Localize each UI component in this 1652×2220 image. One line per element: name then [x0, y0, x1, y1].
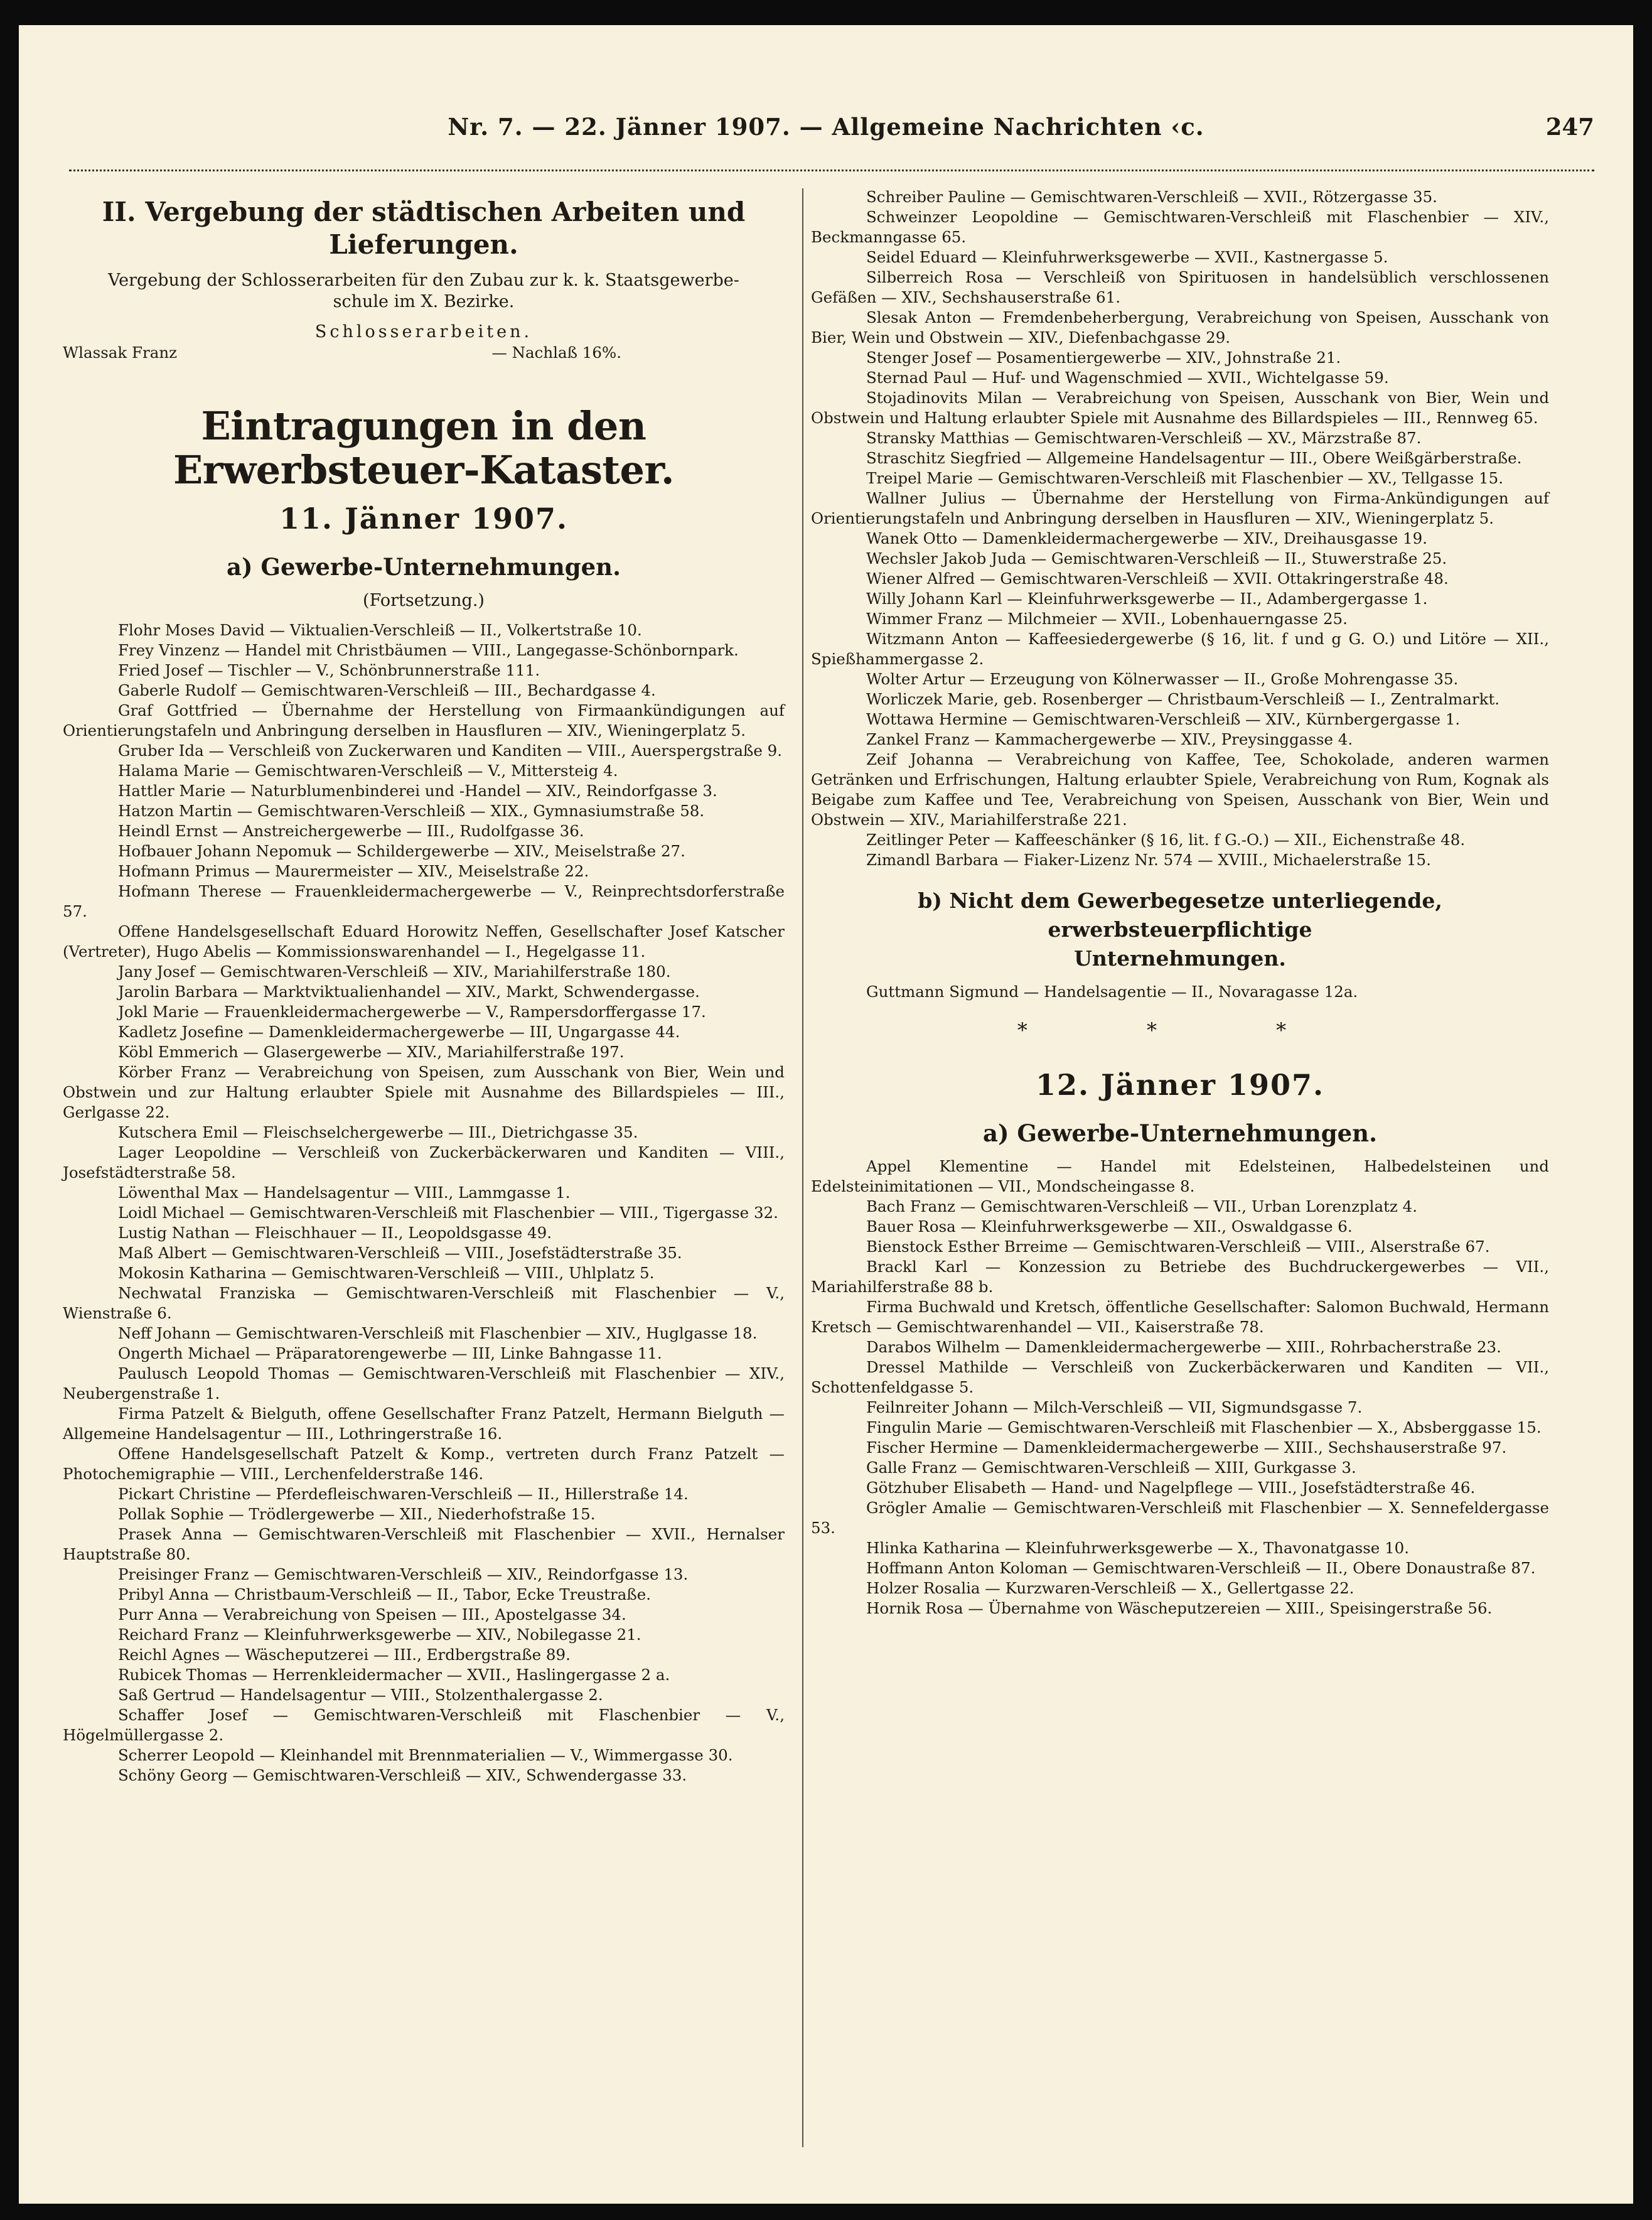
register-entry: Köbl Emmerich — Glasergewerbe — XIV., Mariahilferstraße 197.	[118, 1043, 625, 1061]
register-entry: Neff Johann — Gemischtwaren-Verschleiß mit Flaschenbier — XIV., Huglgasse 18.	[118, 1324, 758, 1342]
register-entry: Löwenthal Max — Handelsagentur — VIII., Lammgasse 1.	[118, 1183, 571, 1202]
register-entry: Slesak Anton — Fremdenbeherbergung, Verabreichung von Speisen, Ausschank von Bier, Wein und Obstwein — XIV., Diefenbachgasse 29.	[811, 308, 1549, 347]
register-entry: Pollak Sophie — Trödlergewerbe — XII., Niederhofstraße 15.	[118, 1505, 596, 1523]
date-heading-11: 11. Jänner 1907.	[279, 502, 569, 536]
register-entry: Pribyl Anna — Christbaum-Verschleiß — II., Tabor, Ecke Treustraße.	[118, 1585, 651, 1603]
register-entry: Zeif Johanna — Verabreichung von Kaffee, Tee, Schokolade, anderen warmen Getränken und Erfrischungen, Haltung erlaubter Spiele, Verabreichung von Rum, Kognak als Beigabe zum Kaffee und Tee, Verabreichung von Speisen, Ausschank von Bier, Wein und Obstwein — XIV., Mariahilferstraße 221.	[811, 750, 1549, 829]
category-heading-b: b) Nicht dem Gewerbegesetze unterliegende, erwerbsteuerpflichtige	[918, 888, 1442, 942]
header-rule	[69, 170, 1594, 171]
entry-list-right	[811, 187, 1549, 870]
register-entry: Treipel Marie — Gemischtwaren-Verschleiß mit Flaschenbier — XV., Tellgasse 15.	[866, 469, 1503, 487]
entry-b: Guttmann Sigmund — Handelsagentie — II., Novaragasse 12a.	[866, 983, 1358, 1001]
section-subtitle-cont: schule im X. Bezirke.	[333, 292, 515, 311]
register-entry: Wechsler Jakob Juda — Gemischtwaren-Verschleiß — II., Stuwerstraße 25.	[866, 549, 1447, 568]
register-entry: Halama Marie — Gemischtwaren-Verschleiß — V., Mittersteig 4.	[118, 762, 618, 780]
register-entry: Jokl Marie — Frauenkleidermachergewerbe — V., Rampersdorffergasse 17.	[118, 1003, 706, 1021]
register-entry: Graf Gottfried — Übernahme der Herstellung von Firmaankündigungen auf Orientierungstafeln und Anbringung derselben in Hausfluren — XIV., Wieningerplatz 5.	[63, 701, 785, 740]
register-entry: Grögler Amalie — Gemischtwaren-Verschleiß mit Flaschenbier — X. Sennefeldergasse 53.	[811, 1499, 1549, 1537]
register-entry: Reichl Agnes — Wäscheputzerei — III., Erdbergstraße 89.	[118, 1646, 571, 1664]
register-entry: Zankel Franz — Kammachergewerbe — XIV., Preysinggasse 4.	[866, 730, 1353, 748]
register-entry: Heindl Ernst — Anstreichergewerbe — III., Rudolfgasse 36.	[118, 822, 584, 840]
register-entry: Pickart Christine — Pferdefleischwaren-Verschleiß — II., Hillerstraße 14.	[118, 1485, 689, 1503]
register-entry: Frey Vinzenz — Handel mit Christbäumen — VIII., Langegasse-Schönbornpark.	[118, 641, 739, 659]
register-entry: Ongerth Michael — Präparatorengewerbe — III, Linke Bahngasse 11.	[118, 1344, 662, 1362]
register-entry: Willy Johann Karl — Kleinfuhrwerksgewerbe — II., Adambergergasse 1.	[866, 590, 1428, 608]
register-entry: Saß Gertrud — Handelsagentur — VIII., Stolzenthalergasse 2.	[118, 1686, 603, 1704]
register-entry: Stransky Matthias — Gemischtwaren-Verschleiß — XV., Märzstraße 87.	[866, 429, 1422, 447]
register-entry: Wiener Alfred — Gemischtwaren-Verschleiß — XVII. Ottakringerstraße 48.	[866, 569, 1449, 588]
register-entry: Nechwatal Franziska — Gemischtwaren-Verschleiß mit Flaschenbier — V., Wienstraße 6.	[63, 1284, 785, 1322]
register-entry: Witzmann Anton — Kaffeesiedergewerbe (§ 16, lit. f und g G. O.) und Litöre — XII., Spießhammergasse 2.	[811, 630, 1549, 668]
register-entry: Darabos Wilhelm — Damenkleidermachergewerbe — XIII., Rohrbacherstraße 23.	[866, 1338, 1501, 1356]
award-row	[63, 343, 785, 363]
register-entry: Feilnreiter Johann — Milch-Verschleiß — VII, Sigmundsgasse 7.	[866, 1398, 1363, 1416]
register-entry: Galle Franz — Gemischtwaren-Verschleiß — XIII, Gurkgasse 3.	[866, 1458, 1356, 1477]
register-entry: Fried Josef — Tischler — V., Schönbrunnerstraße 111.	[118, 661, 540, 679]
register-entry: Hofmann Therese — Frauenkleidermachergewerbe — V., Reinprechtsdorferstraße 57.	[63, 882, 785, 920]
register-entry: Purr Anna — Verabreichung von Speisen — III., Apostelgasse 34.	[118, 1605, 626, 1624]
register-entry: Wallner Julius — Übernahme der Herstellung von Firma-Ankündigungen auf Orientierungstafeln und Anbringung derselben in Hausfluren — XIV., Wieningerplatz 5.	[811, 489, 1549, 527]
register-entry: Wanek Otto — Damenkleidermachergewerbe — XIV., Dreihausgasse 19.	[866, 529, 1428, 547]
register-entry: Hofmann Primus — Maurermeister — XIV., Meiselstraße 22.	[118, 862, 589, 880]
entry-list-left	[63, 620, 785, 1786]
entry-list-date2	[811, 1156, 1549, 1619]
register-entry: Kadletz Josefine — Damenkleidermachergewerbe — III, Ungargasse 44.	[118, 1023, 680, 1041]
separator-asterisks: * * *	[1017, 1018, 1343, 1042]
register-entry: Fischer Hermine — Damenkleidermachergewerbe — XIII., Sechshauserstraße 97.	[866, 1438, 1507, 1457]
main-heading: Eintragungen in den Erwerbsteuer-Kataster.	[173, 403, 675, 493]
register-entry: Offene Handelsgesellschaft Eduard Horowitz Neffen, Gesellschafter Josef Katscher (Vertreter), Hugo Abelis — Kommissionswarenhandel — I., Hegelgasse 11.	[63, 922, 785, 961]
register-entry: Flohr Moses David — Viktualien-Verschleiß — II., Volkertstraße 10.	[118, 621, 642, 639]
register-entry: Hatzon Martin — Gemischtwaren-Verschleiß — XIX., Gymnasiumstraße 58.	[118, 802, 705, 820]
register-entry: Holzer Rosalia — Kurzwaren-Verschleiß — X., Gellertgasse 22.	[866, 1579, 1354, 1597]
register-entry: Hoffmann Anton Koloman — Gemischtwaren-Verschleiß — II., Obere Donaustraße 87.	[866, 1559, 1536, 1577]
register-entry: Fingulin Marie — Gemischtwaren-Verschleiß mit Flaschenbier — X., Absberggasse 15.	[866, 1418, 1542, 1436]
register-entry: Stenger Josef — Posamentiergewerbe — XIV., Johnstraße 21.	[866, 348, 1341, 367]
section-heading: II. Vergebung der städtischen Arbeiten und	[102, 197, 746, 227]
register-entry: Wolter Artur — Erzeugung von Kölnerwasser — II., Große Mohrengasse 35.	[866, 670, 1459, 688]
section-heading-cont: Lieferungen.	[329, 229, 518, 260]
register-entry: Schaffer Josef — Gemischtwaren-Verschleiß mit Flaschenbier — V., Högelmüllergasse 2.	[63, 1706, 785, 1744]
register-entry: Preisinger Franz — Gemischtwaren-Verschleiß — XIV., Reindorfgasse 13.	[118, 1565, 689, 1583]
register-entry: Dressel Mathilde — Verschleiß von Zuckerbäckerwaren und Kanditen — VII., Schottenfeldgasse 5.	[811, 1358, 1549, 1396]
register-entry: Bauer Rosa — Kleinfuhrwerksgewerbe — XII., Oswaldgasse 6.	[866, 1217, 1353, 1236]
running-header-title: Nr. 7. — 22. Jänner 1907. — Allgemeine Nachrichten ‹c.	[448, 113, 1204, 141]
register-entry: Rubicek Thomas — Herrenkleidermacher — XVII., Haslingergasse 2 a.	[118, 1666, 670, 1684]
award-name: Wlassak Franz	[63, 343, 178, 362]
left-column	[63, 187, 785, 1786]
register-entry: Körber Franz — Verabreichung von Speisen, zum Ausschank von Bier, Wein und Obstwein und zur Haltung erlaubter Spiele mit Ausnahme des Billardspieles — III., Gerlgasse 22.	[63, 1063, 785, 1121]
category-heading-a: a) Gewerbe-Unternehmungen.	[227, 553, 621, 581]
register-entry: Scherrer Leopold — Kleinhandel mit Brennmaterialien — V., Wimmergasse 30.	[118, 1746, 733, 1764]
register-entry: Gruber Ida — Verschleiß von Zuckerwaren und Kanditen — VIII., Auerspergstraße 9.	[118, 741, 783, 760]
register-entry: Appel Klementine — Handel mit Edelsteinen, Halbedelsteinen und Edelsteinimitationen — VII., Mondscheingasse 8.	[811, 1157, 1549, 1195]
register-entry: Mokosin Katharina — Gemischtwaren-Verschleiß — VIII., Uhlplatz 5.	[118, 1264, 655, 1282]
register-entry: Zimandl Barbara — Fiaker-Lizenz Nr. 574 — XVIII., Michaelerstraße 15.	[866, 851, 1431, 869]
register-entry: Wottawa Hermine — Gemischtwaren-Verschleiß — XIV., Kürnbergergasse 1.	[866, 710, 1461, 728]
register-entry: Hattler Marie — Naturblumenbinderei und -Handel — XIV., Reindorfgasse 3.	[118, 782, 717, 800]
register-entry: Gaberle Rudolf — Gemischtwaren-Verschleiß — III., Bechardgasse 4.	[118, 681, 656, 699]
register-entry: Zeitlinger Peter — Kaffeeschänker (§ 16, lit. f G.-O.) — XII., Eichenstraße 48.	[866, 831, 1466, 849]
register-entry: Lager Leopoldine — Verschleiß von Zuckerbäckerwaren und Kanditen — VIII., Josefstädterstraße 58.	[63, 1143, 785, 1182]
register-entry: Brackl Karl — Konzession zu Betriebe des Buchdruckergewerbes — VII., Mariahilferstraße 88 b.	[811, 1258, 1549, 1296]
page-header	[19, 25, 1633, 163]
register-entry: Firma Patzelt & Bielguth, offene Gesellschafter Franz Patzelt, Hermann Bielguth — Allgemeine Handelsagentur — III., Lothringerstraße 16.	[63, 1404, 785, 1443]
register-entry: Schöny Georg — Gemischtwaren-Verschleiß — XIV., Schwendergasse 33.	[118, 1766, 687, 1784]
register-entry: Jany Josef — Gemischtwaren-Verschleiß — XIV., Mariahilferstraße 180.	[118, 962, 671, 981]
register-entry: Offene Handelsgesellschaft Patzelt & Komp., vertreten durch Franz Patzelt — Photochemigraphie — VIII., Lerchenfelderstraße 146.	[63, 1445, 785, 1483]
category-heading-b-cont: Unternehmungen.	[1074, 946, 1286, 971]
register-entry: Seidel Eduard — Kleinfuhrwerksgewerbe — XVII., Kastnergasse 5.	[866, 248, 1388, 266]
register-entry: Hlinka Katharina — Kleinfuhrwerksgewerbe — X., Thavonatgasse 10.	[866, 1539, 1410, 1557]
register-entry: Worliczek Marie, geb. Rosenberger — Christbaum-Verschleiß — I., Zentralmarkt.	[866, 690, 1500, 708]
continuation-note: (Fortsetzung.)	[363, 591, 485, 610]
register-entry: Loidl Michael — Gemischtwaren-Verschleiß mit Flaschenbier — VIII., Tigergasse 32.	[118, 1204, 778, 1222]
register-entry: Hofbauer Johann Nepomuk — Schildergewerbe — XIV., Meiselstraße 27.	[118, 842, 685, 860]
register-entry: Silberreich Rosa — Verschleiß von Spirituosen in handelsüblich verschlossenen Gefäßen — XIV., Sechshauserstraße 61.	[811, 268, 1549, 306]
register-entry: Schreiber Pauline — Gemischtwaren-Verschleiß — XVII., Rötzergasse 35.	[866, 188, 1437, 206]
register-entry: Stojadinovits Milan — Verabreichung von Speisen, Ausschank von Bier, Wein und Obstwein und Haltung erlaubter Spiele mit Ausnahme des Billardspieles — III., Rennweg 65.	[811, 389, 1549, 427]
column-divider	[802, 188, 803, 2147]
work-type-label: Schlosserarbeiten.	[314, 322, 533, 342]
register-entry: Bach Franz — Gemischtwaren-Verschleiß — VII., Urban Lorenzplatz 4.	[866, 1197, 1418, 1215]
newspaper-page	[19, 25, 1633, 2204]
award-discount: — Nachlaß 16%.	[491, 343, 621, 362]
register-entry: Hornik Rosa — Übernahme von Wäscheputzereien — XIII., Speisingerstraße 56.	[866, 1599, 1493, 1617]
date-heading-12: 12. Jänner 1907.	[1035, 1068, 1325, 1102]
register-entry: Götzhuber Elisabeth — Hand- und Nagelpflege — VIII., Josefstädterstraße 46.	[866, 1479, 1476, 1497]
register-entry: Wimmer Franz — Milchmeier — XVII., Lobenhauerngasse 25.	[866, 610, 1348, 628]
register-entry: Kutschera Emil — Fleischselchergewerbe — III., Dietrichgasse 35.	[118, 1123, 638, 1141]
register-entry: Paulusch Leopold Thomas — Gemischtwaren-Verschleiß mit Flaschenbier — XIV., Neubergenstraße 1.	[63, 1364, 785, 1403]
register-entry: Prasek Anna — Gemischtwaren-Verschleiß mit Flaschenbier — XVII., Hernalser Hauptstraße 80.	[63, 1525, 785, 1563]
section-subtitle: Vergebung der Schlosserarbeiten für den Zubau zur k. k. Staatsgewerbe-	[108, 271, 739, 290]
register-entry: Straschitz Siegfried — Allgemeine Handelsagentur — III., Obere Weißgärberstraße.	[866, 449, 1522, 467]
right-column	[811, 187, 1549, 1619]
category-heading-a-12: a) Gewerbe-Unternehmungen.	[983, 1119, 1377, 1147]
register-entry: Lustig Nathan — Fleischhauer — II., Leopoldsgasse 49.	[118, 1224, 552, 1242]
register-entry: Reichard Franz — Kleinfuhrwerksgewerbe — XIV., Nobilegasse 21.	[118, 1625, 641, 1644]
page-number: 247	[1545, 113, 1594, 141]
register-entry: Firma Buchwald und Kretsch, öffentliche Gesellschafter: Salomon Buchwald, Hermann Kretsch — Gemischtwarenhandel — VII., Kaiserstraße 78.	[811, 1298, 1549, 1336]
register-entry: Maß Albert — Gemischtwaren-Verschleiß — VIII., Josefstädterstraße 35.	[118, 1244, 682, 1262]
register-entry: Jarolin Barbara — Marktviktualienhandel — XIV., Markt, Schwendergasse.	[118, 983, 700, 1001]
register-entry: Sternad Paul — Huf- und Wagenschmied — XVII., Wichtelgasse 59.	[866, 369, 1389, 387]
register-entry: Schweinzer Leopoldine — Gemischtwaren-Verschleiß mit Flaschenbier — XIV., Beckmanngasse 65.	[811, 208, 1549, 246]
register-entry: Bienstock Esther Brreime — Gemischtwaren-Verschleiß — VIII., Alserstraße 67.	[866, 1237, 1490, 1256]
